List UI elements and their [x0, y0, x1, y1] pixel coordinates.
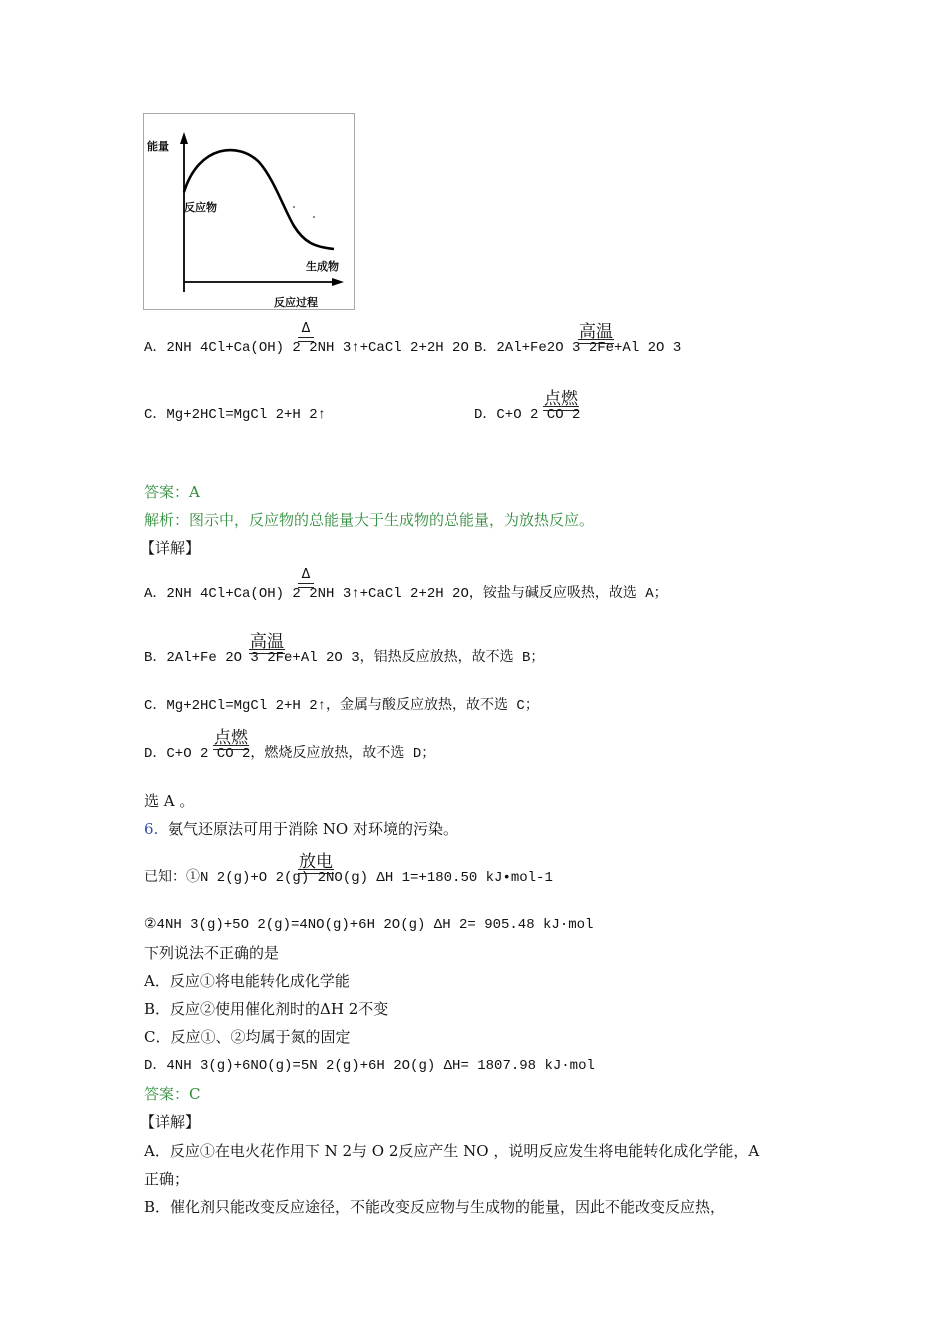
question-6-stem: 氨气还原法可用于消除 NO 对环境的污染。 [168, 820, 458, 838]
option-a-equals-sign [298, 337, 314, 342]
figure-product-label: 生成物 [306, 260, 339, 273]
question-6-detail-b: B．催化剂只能改变反应途径，不能改变反应物与生成物的能量，因此不能改变反应热， [144, 1198, 726, 1216]
figure-y-label: 能量 [147, 140, 169, 153]
detail-d-equals-sign [213, 745, 249, 750]
detail-header: 【详解】 [140, 539, 201, 557]
question-6-option-d: D．4NH 3(g)+6NO(g)=5N 2(g)+6H 2O(g) ΔH= 1807.98 kJ·mol [144, 1058, 595, 1074]
option-c: C．Mg+2HCl=MgCl 2+H 2↑ [144, 407, 327, 423]
detail-a-equals-sign [298, 583, 314, 588]
question-6-number: 6. [144, 820, 159, 838]
question-6-detail-header: 【详解】 [140, 1113, 201, 1131]
option-b: B．2Al+Fe2O 3 2Fe+Al 2O 3 [474, 340, 682, 356]
question-6-known-2: ②4NH 3(g)+5O 2(g)=4NO(g)+6H 2O(g) ΔH 2= 905.48 kJ·mol [144, 917, 594, 933]
option-d-condition: 点燃 [544, 389, 578, 409]
detail-a-condition: Δ [301, 567, 311, 582]
option-d-equals-sign [543, 406, 579, 411]
x-axis-arrow [332, 278, 344, 286]
y-axis-arrow [180, 132, 188, 144]
question-6-option-a: A．反应①将电能转化成化学能 [144, 972, 350, 990]
energy-curve-plot [144, 114, 354, 309]
detail-b-condition: 高温 [250, 632, 284, 652]
detail-c: C．Mg+2HCl=MgCl 2+H 2↑，金属与酸反应放热，故不选 C； [144, 698, 539, 714]
option-a: A．2NH 4Cl+Ca(OH) 2 2NH 3↑+CaCl 2+2H 2O [144, 340, 469, 356]
detail-a: A．2NH 4Cl+Ca(OH) 2 2NH 3↑+CaCl 2+2H 2O，铵盐与碱反应吸热，故选 A； [144, 586, 668, 602]
detail-d-condition: 点燃 [214, 728, 248, 748]
question-6-detail-a-line-1: A．反应①在电火花作用下 N 2与 O 2反应产生 NO ，说明反应发生将电能转化成化学能，A [144, 1142, 760, 1160]
option-d: D．C+O 2 CO 2 [474, 407, 581, 423]
question-6-known-1-condition: 放电 [299, 852, 333, 872]
option-b-equals-sign [578, 339, 614, 344]
question-6-known-1: 已知：①N 2(g)+O 2(g) 2NO(g) ΔH 1=+180.50 kJ•mol-1 [144, 870, 553, 886]
answer-label: 答案：A [144, 483, 200, 501]
detail-d: D．C+O 2 CO 2，燃烧反应放热，故不选 D； [144, 746, 436, 762]
conclusion-text: 选 A 。 [144, 792, 195, 810]
question-6-known-1-equals-sign [298, 869, 334, 874]
question-6-answer: 答案：C [144, 1085, 201, 1103]
energy-diagram [143, 113, 355, 310]
option-a-condition: Δ [301, 321, 311, 336]
analysis-text: 解析：图示中，反应物的总能量大于生成物的总能量，为放热反应。 [144, 511, 595, 529]
detail-b-equals-sign [249, 649, 285, 654]
figure-x-label: 反应过程 [274, 296, 318, 309]
question-6-detail-a-line-2: 正确； [144, 1170, 190, 1188]
question-6-option-b: B．反应②使用催化剂时的ΔH 2不变 [144, 1000, 389, 1018]
figure-reactant-label: 反应物 [184, 201, 217, 214]
option-b-condition: 高温 [579, 322, 613, 342]
question-6-prompt: 下列说法不正确的是 [144, 944, 280, 962]
detail-b: B．2Al+Fe 2O 3 2Fe+Al 2O 3，铝热反应放热，故不选 B； [144, 650, 545, 666]
question-6-option-c: C．反应①、②均属于氮的固定 [144, 1028, 351, 1046]
